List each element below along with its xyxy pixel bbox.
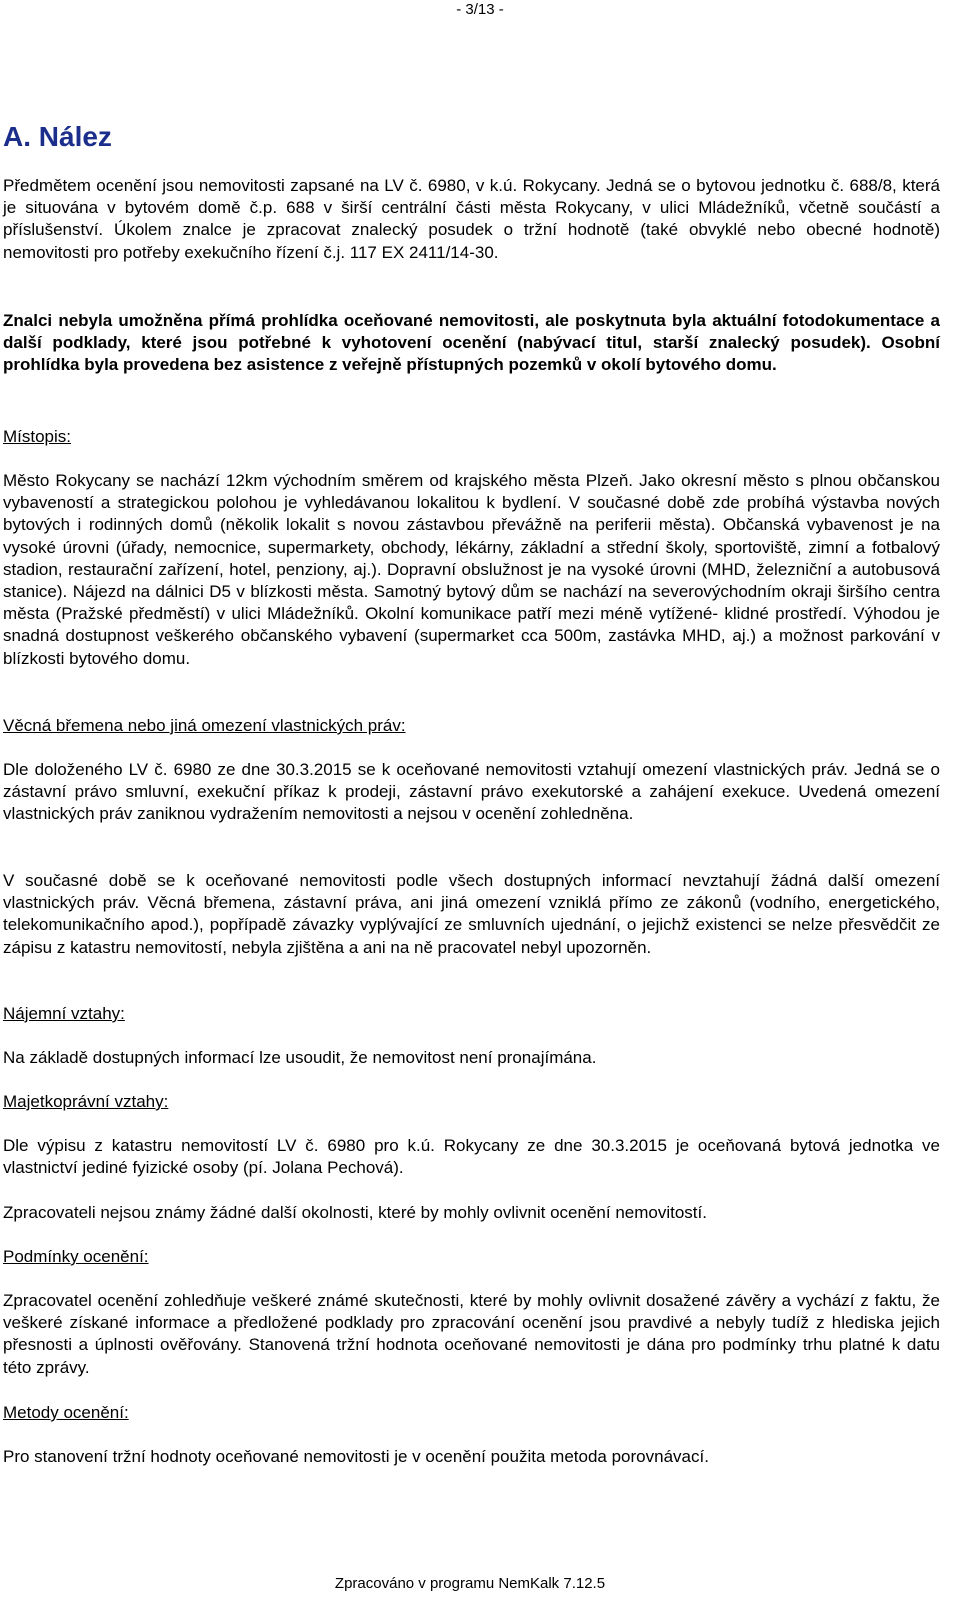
bremena-paragraph-1: Dle doloženého LV č. 6980 ze dne 30.3.2015 se k oceňované nemovitosti vztahují omezení vlastnických práv. Jedná se o zástavní právo smluvní, exekuční příkaz k prodeji, zástavní právo exekutorské a zahájení exekuce. Uvedená omezení vlastnických práv zaniknou vydražením nemovitosti a nejsou v ocenění zohledněna. [3,760,940,824]
bremena-paragraph-2: V současné době se k oceňované nemovitosti podle všech dostupných informací nevztahují žádná další omezení vlastnických práv. Věcná břemena, zástavní práva, ani jiná omezení vzniklá přímo ze zákonů (vodního, energetického, telekomunikačního apod.), popřípadě závazky vyplývající ze smluvních ujednání, o jejichž existenci se nelze přesvědčit ze zápisu z katastru nemovitostí, nebyla zjištěna a ani na ně pracovatel nebyl upozorněn. [3,871,940,957]
section-heading: A. Nález [3,121,112,152]
metody-paragraph: Pro stanovení tržní hodnoty oceňované nemovitosti je v ocenění použita metoda porovnávací. [3,1447,709,1466]
podminky-label: Podmínky ocenění: [3,1247,149,1266]
majetek-paragraph-2: Zpracovateli nejsou známy žádné další okolnosti, které by mohly ovlivnit ocenění nemovitostí. [3,1203,707,1222]
najem-paragraph: Na základě dostupných informací lze usoudit, že nemovitost není pronajímána. [3,1048,597,1067]
bremena-label: Věcná břemena nebo jiná omezení vlastnických práv: [3,716,406,735]
podminky-paragraph: Zpracovatel ocenění zohledňuje veškeré známé skutečnosti, které by mohly ovlivnit dosažené závěry a vychází z faktu, že veškeré získané informace a předložené podklady pro zpracování ocenění jsou pravdivé a nebyly tudíž z hlediska jejich přesnosti a úplnosti ověřovány. Stanovená tržní hodnota oceňované nemovitosti je dána pro podmínky trhu platné k datu této zprávy. [3,1291,940,1377]
majetek-paragraph-1: Dle výpisu z katastru nemovitostí LV č. 6980 pro k.ú. Rokycany ze dne 30.3.2015 je oceňovaná bytová jednotka ve vlastnictví jediné fyizické osoby (pí. Jolana Pechová). [3,1136,940,1178]
metody-label: Metody ocenění: [3,1403,129,1422]
inspection-paragraph: Znalci nebyla umožněna přímá prohlídka oceňované nemovitosti, ale poskytnuta byla aktuální fotodokumentace a další podklady, které jsou potřebné k vyhotovení ocenění (nabývací titul, starší znalecký posudek). Osobní prohlídka byla provedena bez asistence z veřejně přístupných pozemků v okolí bytového domu. [3,311,940,375]
page-footer: Zpracováno v programu NemKalk 7.12.5 [334,1575,606,1592]
majetek-label: Majetkoprávní vztahy: [3,1092,169,1111]
najem-label: Nájemní vztahy: [3,1004,125,1023]
page-number: - 3/13 - [456,1,504,18]
mistopis-paragraph: Město Rokycany se nachází 12km východním směrem od krajského města Plzeň. Jako okresní město s plnou občanskou vybaveností a strategickou polohou je vyhledávanou lokalitou k bydlení. V současné době zde probíhá výstavba nových bytových i rodinných domů (několik lokalit s novou zástavbou převážně na periferii města). Občanská vybavenost je na vysoké úrovni (úřady, nemocnice, supermarkety, obchody, lékárny, základní a střední školy, sportoviště, zimní a fotbalový stadion, restaurační zařízení, hotel, penziony, aj.). Dopravní obslužnost je na vysoké úrovni (MHD, železniční a autobusová stanice). Nájezd na dálnici D5 v blízkosti města. Samotný bytový dům se nachází na severovýchodním okraji širšího centra města (Pražské předměstí) v ulici Mládežníků. Okolní komunikace patří mezi méně vytížené- klidné prostředí. Výhodou je snadná dostupnost veškerého občanského vybavení (supermarket cca 500m, zastávka MHD, aj.) a možnost parkování v blízkosti bytového domu. [3,471,940,668]
intro-paragraph: Předmětem ocenění jsou nemovitosti zapsané na LV č. 6980, v k.ú. Rokycany. Jedná se o bytovou jednotku č. 688/8, která je situována v bytovém domě č.p. 688 v širší centrální části města Rokycany, v ulici Mládežníků, včetně součástí a příslušenství. Úkolem znalce je zpracovat znalecký posudek o tržní hodnotě (také obvyklé nebo obecné hodnotě) nemovitosti pro potřeby exekučního řízení č.j. 117 EX 2411/14-30. [3,176,940,262]
mistopis-label: Místopis: [3,427,72,446]
